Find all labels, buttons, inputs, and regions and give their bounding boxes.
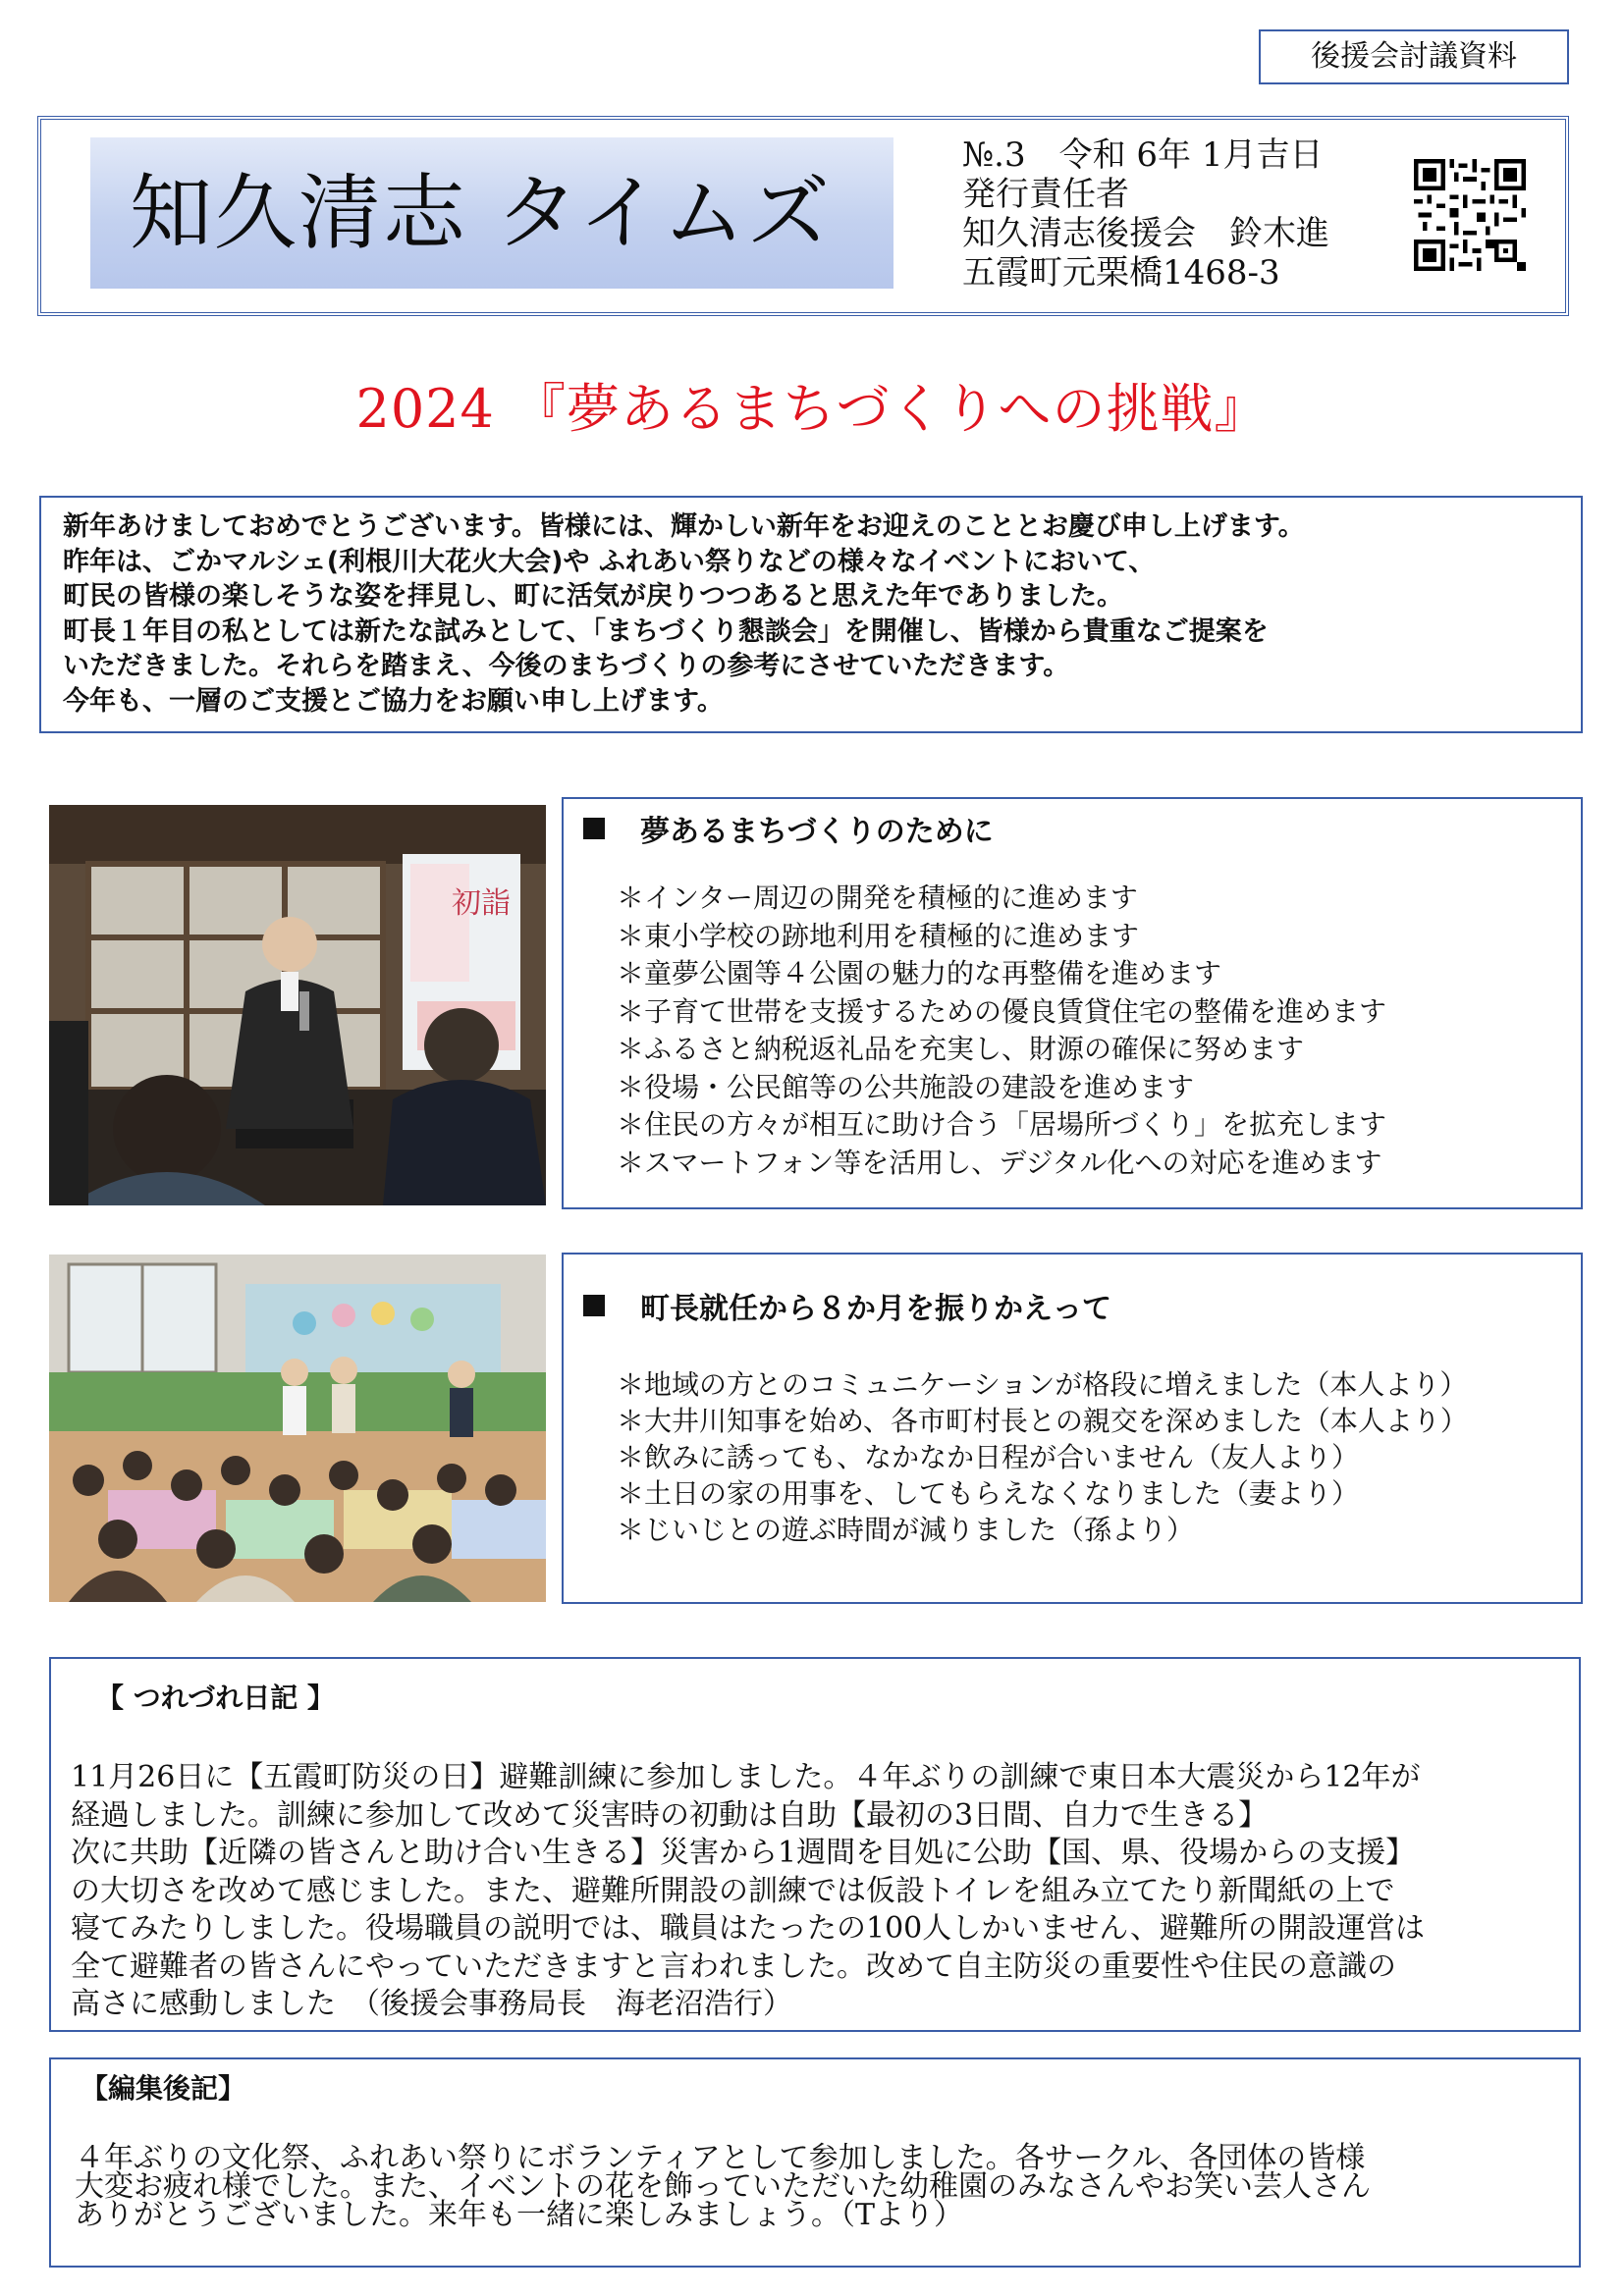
greeting-line: いただきました。それらを踏まえ、今後のまちづくりの参考にさせていただきます。 <box>63 651 1070 681</box>
publisher-address: 五霞町元栗橋1468-3 <box>962 253 1280 293</box>
review-section <box>562 1253 1583 1604</box>
postscript-line: ４年ぶりの文化祭、ふれあい祭りにボランティアとして参加しました。各サークル、各団体の皆様 <box>75 2141 1366 2175</box>
list-item: ＊地域の方とのコミュニケーションが格段に増えました（本人より） <box>617 1368 1468 1401</box>
postscript-section <box>49 2057 1581 2268</box>
document-tag: 後援会討議資料 <box>1259 29 1569 84</box>
headline: 2024 『夢あるまちづくりへの挑戦』 <box>355 378 1269 440</box>
publisher-name: 知久清志後援会 鈴木進 <box>962 214 1329 253</box>
diary-title: 【 つれづれ日記 】 <box>96 1682 335 1714</box>
list-item: ＊子育て世帯を支援するための優良賃貸住宅の整備を進めます <box>617 994 1387 1028</box>
section-title <box>583 1290 1111 1329</box>
meeting-photo <box>49 805 546 1205</box>
postscript-line: 大変お疲れ様でした。また、イベントの花を飾っていただいた幼稚園のみなさんやお笑い芸人さん <box>75 2169 1371 2204</box>
section-title-text: 夢あるまちづくりのために <box>640 815 994 849</box>
greeting-line: 昨年は、ごかマルシェ(利根川大花火大会)や ふれあい祭りなどの様々なイベントにおいて、 <box>63 546 1156 577</box>
greeting-line: 今年も、一層のご支援とご協力をお願い申し上げます。 <box>63 685 724 717</box>
list-item: ＊ふるさと納税返礼品を充実し、財源の確保に努めます <box>617 1033 1305 1065</box>
postscript-title: 【編集後記】 <box>81 2072 246 2105</box>
greeting-line: 新年あけましておめでとうございます。皆様には、輝かしい新年をお迎えのこととお慶び申し上げます。 <box>63 511 1305 542</box>
diary-line: 高さに感動しました （後援会事務局長 海老沼浩行） <box>71 1987 792 2021</box>
qr-code-icon[interactable] <box>1414 159 1526 271</box>
list-item: ＊住民の方々が相互に助け合う「居場所づくり」を拡充します <box>617 1108 1387 1141</box>
list-item: ＊飲みに誘っても、なかなか日程が合いません（友人より） <box>617 1441 1360 1473</box>
list-item: ＊東小学校の跡地利用を積極的に進めます <box>617 919 1140 952</box>
diary-line: の大切さを改めて感じました。また、避難所開設の訓練では仮設トイレを組み立てたり新聞紙の上で <box>71 1873 1395 1908</box>
event-photo <box>49 1255 546 1602</box>
list-item: ＊大井川知事を始め、各市町村長との親交を深めました（本人より） <box>617 1405 1468 1437</box>
greeting-line: 町民の皆様の楽しそうな姿を拝見し、町に活気が戻りつつあると思えた年でありました。 <box>63 581 1123 612</box>
diary-line: 次に共助【近隣の皆さんと助け合い生きる】災害から1週間を目処に公助【国、県、役場からの支援】 <box>71 1836 1416 1870</box>
newsletter-title: 知久清志 タイムズ <box>90 137 893 289</box>
diary-section <box>49 1657 1581 2032</box>
square-bullet-icon <box>583 1295 605 1316</box>
greeting-line: 町長１年目の私としては新たな試みとして、「まちづくり懇談会」を開催し、皆様から貴重なご提案を <box>63 615 1269 647</box>
list-item: ＊土日の家の用事を、してもらえなくなりました（妻より） <box>617 1477 1360 1510</box>
publisher-label: 発行責任者 <box>962 175 1129 214</box>
list-item: ＊インター周辺の開発を積極的に進めます <box>617 881 1138 914</box>
issue-number: №.3 令和 6年 1月吉日 <box>962 135 1324 175</box>
diary-line: 11月26日に【五霞町防災の日】避難訓練に参加しました。４年ぶりの訓練で東日本大震災から12年が <box>71 1760 1421 1794</box>
section-title <box>583 813 994 852</box>
list-item: ＊童夢公園等４公園の魅力的な再整備を進めます <box>617 957 1222 989</box>
diary-line: 全て避難者の皆さんにやっていただきますと言われました。改めて自主防災の重要性や住民の意識の <box>71 1949 1396 1984</box>
photo-sign-text: 初詣 <box>452 886 511 921</box>
section-title-text: 町長就任から８か月を振りかえって <box>640 1292 1111 1326</box>
dream-town-section <box>562 797 1583 1209</box>
list-item: ＊じいじとの遊ぶ時間が減りました（孫より） <box>617 1514 1195 1546</box>
list-item: ＊役場・公民館等の公共施設の建設を進めます <box>617 1070 1195 1103</box>
diary-line: 経過しました。訓練に参加して改めて災害時の初動は自助【最初の3日間、自力で生きる】 <box>71 1797 1269 1833</box>
list-item: ＊スマートフォン等を活用し、デジタル化への対応を進めます <box>617 1146 1382 1179</box>
square-bullet-icon <box>583 818 605 839</box>
postscript-line: ありがとうございました。来年も一緒に楽しみましょう。（Tより） <box>75 2198 964 2232</box>
new-year-greeting <box>39 496 1583 733</box>
diary-line: 寝てみたりしました。役場職員の説明では、職員はたったの100人しかいません、避難所の開設運営は <box>71 1911 1426 1946</box>
